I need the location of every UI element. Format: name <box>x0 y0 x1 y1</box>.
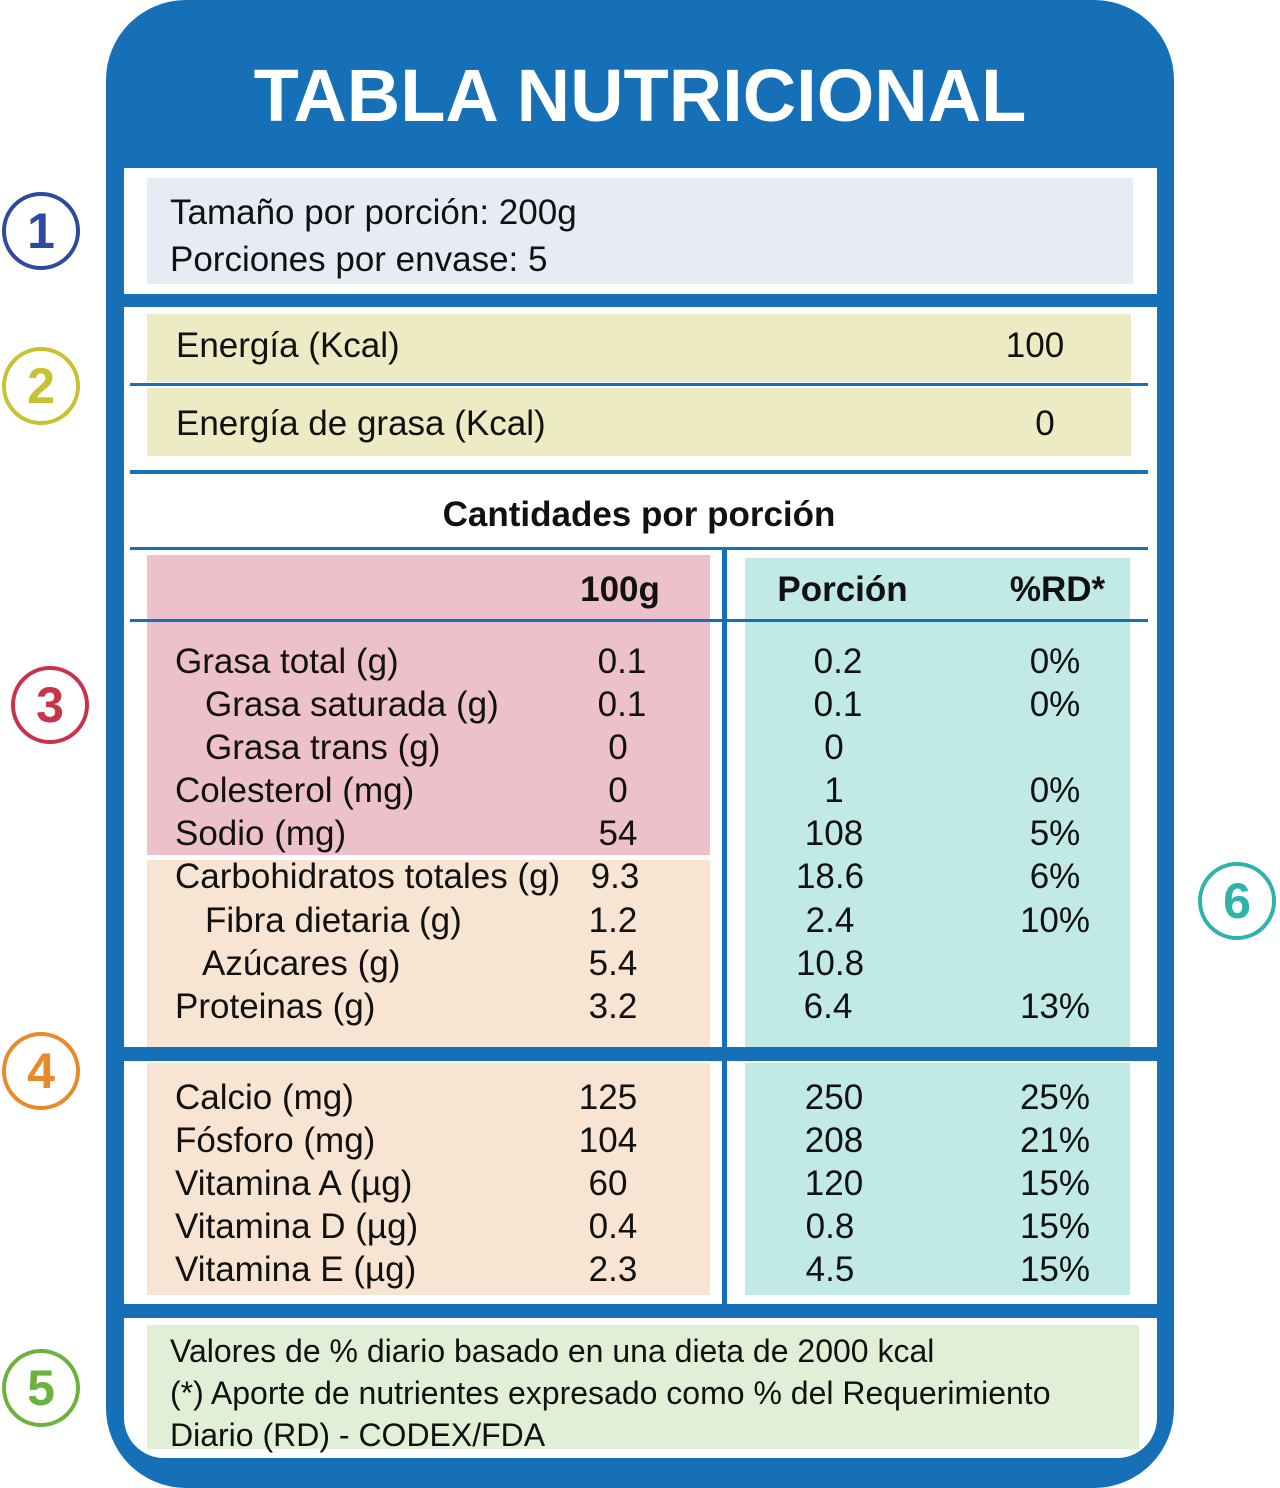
nutrient-rd: 6% <box>1029 857 1081 896</box>
energy-fat-label: Energía de grasa (Kcal) <box>176 404 546 443</box>
column-divider <box>722 550 727 1047</box>
divider <box>130 619 1148 622</box>
vitamin-per100: 60 <box>588 1164 628 1203</box>
nutrient-label: Sodio (mg) <box>175 814 347 853</box>
nutrient-per100: 54 <box>598 814 638 853</box>
nutrient-label: Grasa trans (g) <box>205 728 441 767</box>
nutrient-portion: 0 <box>824 728 844 767</box>
footnote-line: Diario (RD) - CODEX/FDA <box>170 1417 546 1453</box>
vitamin-rd: 15% <box>1019 1207 1091 1246</box>
badge-3: 3 <box>11 666 89 744</box>
vitamin-per100: 0.4 <box>588 1207 638 1246</box>
nutrient-per100: 5.4 <box>588 944 638 983</box>
nutrient-portion: 10.8 <box>795 944 865 983</box>
nutrient-portion: 2.4 <box>805 901 855 940</box>
col-header-rd: %RD* <box>1009 570 1106 609</box>
nutrient-rd: 0% <box>1029 771 1081 810</box>
vitamin-per100: 2.3 <box>588 1250 638 1289</box>
badge-6: 6 <box>1198 862 1276 940</box>
nutrient-per100: 0.1 <box>597 642 647 681</box>
nutrient-portion: 1 <box>824 771 844 810</box>
nutrient-per100: 3.2 <box>588 987 638 1026</box>
nutrient-rd: 10% <box>1019 901 1091 940</box>
vitamin-label: Vitamina D (µg) <box>175 1207 419 1246</box>
vitamin-label: Calcio (mg) <box>175 1078 354 1117</box>
nutrient-portion: 6.4 <box>803 987 853 1026</box>
nutrient-rd: 0% <box>1029 642 1081 681</box>
vitamin-rd: 15% <box>1019 1250 1091 1289</box>
vitamin-per100: 104 <box>578 1121 638 1160</box>
nutrient-portion: 0.1 <box>813 685 863 724</box>
nutrient-per100: 9.3 <box>590 857 640 896</box>
vitamin-label: Vitamina A (µg) <box>175 1164 413 1203</box>
nutrient-rd: 0% <box>1029 685 1081 724</box>
nutrient-per100: 0.1 <box>597 685 647 724</box>
divider <box>130 383 1148 386</box>
footnote-line: Valores de % diario basado en una dieta de 2000 kcal <box>170 1333 935 1369</box>
energy-fat-value: 0 <box>1035 404 1055 443</box>
nutrient-label: Grasa saturada (g) <box>205 685 499 724</box>
amounts-heading: Cantidades por porción <box>442 495 836 534</box>
col-header-100g: 100g <box>580 570 660 609</box>
vitamin-label: Fósforo (mg) <box>175 1121 376 1160</box>
footnote-line: (*) Aporte de nutrientes expresado como % del Requerimiento <box>170 1375 1051 1411</box>
energy-label: Energía (Kcal) <box>176 326 400 365</box>
badge-5: 5 <box>2 1349 80 1427</box>
badge-1: 1 <box>2 192 80 270</box>
vitamin-rd: 21% <box>1019 1121 1091 1160</box>
divider <box>130 547 1148 550</box>
serving-size: Tamaño por porción: 200g <box>170 193 577 232</box>
nutrient-label: Carbohidratos totales (g) <box>175 857 561 896</box>
col-header-portion: Porción <box>777 570 908 609</box>
nutrient-label: Grasa total (g) <box>175 642 399 681</box>
energy-value: 100 <box>1005 326 1065 365</box>
vitamin-portion: 4.5 <box>805 1250 855 1289</box>
nutrient-per100: 0 <box>608 771 628 810</box>
vitamin-label: Vitamina E (µg) <box>175 1250 417 1289</box>
vitamin-portion: 120 <box>804 1164 864 1203</box>
nutrient-rd: 13% <box>1019 987 1091 1026</box>
vitamin-rd: 15% <box>1019 1164 1091 1203</box>
vitamin-portion: 208 <box>804 1121 864 1160</box>
nutrient-label: Azúcares (g) <box>202 944 401 983</box>
nutrient-per100: 0 <box>608 728 628 767</box>
column-divider <box>722 1047 727 1304</box>
vitamin-portion: 0.8 <box>805 1207 855 1246</box>
nutrient-label: Proteinas (g) <box>175 987 376 1026</box>
nutrient-label: Fibra dietaria (g) <box>205 901 462 940</box>
nutrient-label: Colesterol (mg) <box>175 771 415 810</box>
badge-4: 4 <box>2 1032 80 1110</box>
nutrient-portion: 18.6 <box>795 857 865 896</box>
page-title: TABLA NUTRICIONAL <box>253 54 1027 137</box>
servings-per-package: Porciones por envase: 5 <box>170 240 548 279</box>
vitamin-rd: 25% <box>1019 1078 1091 1117</box>
nutrient-rd: 5% <box>1029 814 1081 853</box>
divider <box>130 470 1148 474</box>
vitamin-per100: 125 <box>578 1078 638 1117</box>
nutrient-per100: 1.2 <box>588 901 638 940</box>
nutrient-portion: 108 <box>804 814 864 853</box>
nutrient-portion: 0.2 <box>813 642 863 681</box>
vitamin-portion: 250 <box>804 1078 864 1117</box>
badge-2: 2 <box>2 347 80 425</box>
